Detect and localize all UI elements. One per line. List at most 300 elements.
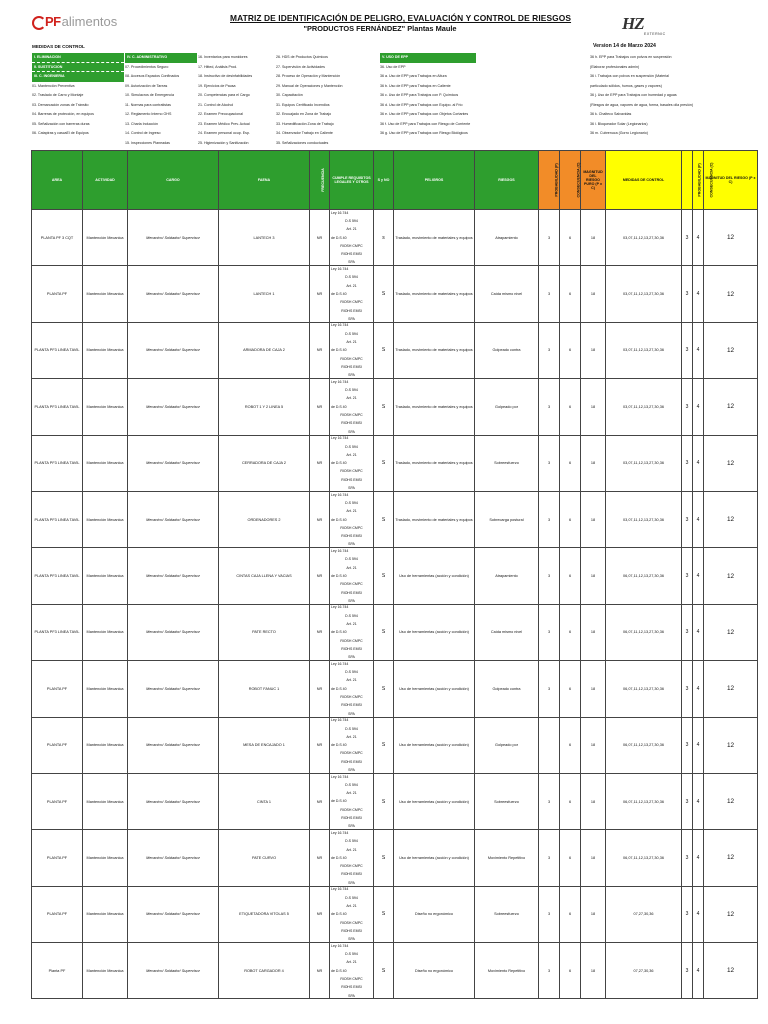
legal-line: Art. 21 bbox=[346, 622, 357, 627]
header-faena: FAENA bbox=[219, 151, 310, 210]
actividad-cell: Mantención Mecanica bbox=[83, 830, 128, 886]
legal-line: SPA bbox=[348, 824, 355, 829]
consecuencia-cell: 6 bbox=[560, 322, 581, 378]
legal-line: RIOHS EMSI bbox=[341, 590, 362, 595]
table-row bbox=[32, 548, 758, 604]
actividad-cell: Mantención Mecanica bbox=[83, 773, 128, 829]
magnitud-puro-cell: 18 bbox=[581, 210, 606, 266]
area-cell: PLANTA PF bbox=[32, 717, 83, 773]
probabilidad-2-cell: 3 bbox=[682, 886, 693, 942]
risk-matrix-table bbox=[31, 150, 758, 999]
probabilidad-2-cell: 3 bbox=[682, 830, 693, 886]
medidas-cell: 07,27,30,36 bbox=[606, 886, 682, 942]
legend-item: 32. Encuajado en Zona de Trabajo bbox=[276, 112, 332, 116]
faena-cell: MESA DE ENCAJADO 1 bbox=[219, 717, 310, 773]
legal-line: SPA bbox=[348, 316, 355, 321]
cargo-cell: Mecanico/ Soldador/ Supervisor bbox=[128, 435, 219, 491]
legend-item: 22. Examen Preocupacional bbox=[198, 112, 243, 116]
legal-line: de D.S 40 bbox=[331, 404, 347, 409]
actividad-cell: Mantención Mecanica bbox=[83, 661, 128, 717]
probabilidad-cell: 3 bbox=[539, 548, 560, 604]
frecuencia-cell: NR bbox=[310, 886, 330, 942]
legal-line: Ley 16.744 bbox=[331, 379, 349, 384]
peligros-cell: Uso de herramientas (acción y condición) bbox=[394, 661, 475, 717]
legal-line: D.S 594 bbox=[345, 613, 358, 618]
table-row bbox=[32, 322, 758, 378]
legal-line: de D.S 40 bbox=[331, 235, 347, 240]
legal-line: Ley 16.744 bbox=[331, 549, 349, 554]
probabilidad-cell: 3 bbox=[539, 379, 560, 435]
legal-line: de D.S 40 bbox=[331, 461, 347, 466]
riesgos-cell: Atrapamiento bbox=[475, 548, 539, 604]
magnitud-puro-cell: 18 bbox=[581, 830, 606, 886]
peligros-cell: Traslado, movimiento de materiales y equipos bbox=[394, 491, 475, 547]
cargo-cell: Mecanico/ Soldador/ Supervisor bbox=[128, 717, 219, 773]
peligros-cell: Uso de herramientas (acción y condición) bbox=[394, 773, 475, 829]
legend-item: 31. Equipos Certificado Incendios bbox=[276, 102, 330, 107]
riesgos-cell: Golpeado contra bbox=[475, 661, 539, 717]
faena-cell: ETIQUETADORA VITOLAS 5 bbox=[219, 886, 310, 942]
cargo-cell: Mecanico/ Soldador/ Supervisor bbox=[128, 266, 219, 322]
legal-line: SPA bbox=[348, 429, 355, 434]
cargo-cell: Mecanico/ Soldador/ Supervisor bbox=[128, 943, 219, 999]
legal-line: SPA bbox=[348, 655, 355, 660]
area-cell: PLANTA PF3 LINEA TAVIL bbox=[32, 322, 83, 378]
legal-line: SPA bbox=[348, 542, 355, 547]
header-consecuencia bbox=[560, 151, 581, 210]
legal-line: RIOSH CMPC bbox=[340, 864, 363, 869]
legal-requirements-stack bbox=[330, 436, 373, 490]
consecuencia-2-cell: 4 bbox=[693, 210, 704, 266]
table-row bbox=[32, 266, 758, 322]
legend-item: 35. Señalizaciones conductuales bbox=[276, 140, 329, 145]
legend-item: 08. Accesos Espacios Confinados bbox=[125, 74, 180, 78]
legend-item: (Riesgos de agua, vapores de agua, forma, basales olla presión) bbox=[590, 102, 694, 107]
legal-cell bbox=[330, 322, 374, 378]
peligros-cell: Traslado, movimiento de materiales y equipos bbox=[394, 210, 475, 266]
actividad-cell: Mantención Mecanica bbox=[83, 604, 128, 660]
medidas-cell: 06,07,11,12,13,27,30,36 bbox=[606, 604, 682, 660]
actividad-cell: Mantención Mecanica bbox=[83, 266, 128, 322]
legend-item: 30. Capacitación bbox=[276, 93, 303, 97]
legend-item: 34. Observador Trabajo en Caliente bbox=[276, 131, 333, 135]
legal-line: Art. 21 bbox=[346, 734, 357, 739]
probabilidad-2-cell: 3 bbox=[682, 548, 693, 604]
table-row bbox=[32, 717, 758, 773]
pf-alimentos-logo bbox=[30, 13, 120, 33]
probabilidad-2-cell: 3 bbox=[682, 717, 693, 773]
consecuencia-2-cell: 4 bbox=[693, 266, 704, 322]
legal-line: RIOSH CMPC bbox=[340, 807, 363, 812]
riesgos-cell: Caída mismo nivel bbox=[475, 266, 539, 322]
legal-line: D.S 594 bbox=[345, 670, 358, 675]
faena-cell: PATE RECTO bbox=[219, 604, 310, 660]
legend-item: 25. Higienización y Sanitización bbox=[198, 140, 249, 145]
header-consecuencia-text: CONSECUENCIA (C) bbox=[576, 162, 581, 198]
consecuencia-2-cell: 4 bbox=[693, 322, 704, 378]
cargo-cell: Mecanico/ Soldador/ Supervisor bbox=[128, 886, 219, 942]
version-label: Version 14 de Marzo 2024 bbox=[593, 43, 656, 49]
table-row bbox=[32, 830, 758, 886]
legal-line: D.S 594 bbox=[345, 726, 358, 731]
cargo-cell: Mecanico/ Soldador/ Supervisor bbox=[128, 604, 219, 660]
consecuencia-cell: 6 bbox=[560, 266, 581, 322]
legend-item: 14. Control de Ingreso bbox=[125, 131, 161, 135]
title-line-2: "PRODUCTOS FERNÁNDEZ" Plantas Maule bbox=[303, 24, 457, 33]
legal-line: Art. 21 bbox=[346, 509, 357, 514]
magnitud-cell: 12 bbox=[704, 435, 758, 491]
magnitud-puro-cell: 18 bbox=[581, 604, 606, 660]
legal-requirements-stack bbox=[330, 323, 373, 377]
legal-cell bbox=[330, 491, 374, 547]
magnitud-cell: 12 bbox=[704, 661, 758, 717]
legal-line: Ley 16.744 bbox=[331, 605, 349, 610]
legal-line: Ley 16.744 bbox=[331, 943, 349, 948]
legend-item: 11. Normas para contratistas bbox=[125, 102, 171, 107]
legal-line: de D.S 40 bbox=[331, 799, 347, 804]
legal-line: RIOSH CMPC bbox=[340, 243, 363, 248]
probabilidad-cell: 3 bbox=[539, 322, 560, 378]
legal-line: RIOSH CMPC bbox=[340, 582, 363, 587]
consecuencia-2-cell: 4 bbox=[693, 491, 704, 547]
medidas-cell: 03,07,11,12,13,27,30,36 bbox=[606, 379, 682, 435]
faena-cell: CINTA 1 bbox=[219, 773, 310, 829]
legal-line: de D.S 40 bbox=[331, 517, 347, 522]
sino-cell: S bbox=[374, 322, 394, 378]
legal-line: RIOHS EMSI bbox=[341, 308, 362, 313]
medidas-label: MEDIDAS DE CONTROL bbox=[32, 44, 85, 49]
sino-cell: S bbox=[374, 661, 394, 717]
faena-cell: LANTECH 3 bbox=[219, 210, 310, 266]
magnitud-cell: 12 bbox=[704, 943, 758, 999]
legend-item: 36 a. Uso de EPP para Trabajos en Altura bbox=[380, 74, 447, 78]
legend-item: 27. Supervisión de Actividades bbox=[276, 64, 325, 69]
legend-item: II. SUSTITUCION bbox=[32, 63, 124, 73]
frecuencia-cell: NR bbox=[310, 717, 330, 773]
table-row bbox=[32, 604, 758, 660]
legal-requirements-stack bbox=[330, 718, 373, 772]
consecuencia-cell: 6 bbox=[560, 604, 581, 660]
legal-line: RIOHS EMSI bbox=[341, 364, 362, 369]
peligros-cell: Uso de herramientas (acción y condición) bbox=[394, 717, 475, 773]
swoosh-logo-icon bbox=[32, 16, 46, 30]
cargo-cell: Mecanico/ Soldador/ Supervisor bbox=[128, 548, 219, 604]
consecuencia-2-cell: 4 bbox=[693, 886, 704, 942]
header-probabilidad-2-text: PROBABILIDAD (P) bbox=[697, 163, 702, 197]
legend-item: 13. Charla Inducción bbox=[125, 121, 158, 126]
legal-line: RIOSH CMPC bbox=[340, 525, 363, 530]
legend-item: 36 k. Chalteco Salvavidas bbox=[590, 112, 632, 116]
magnitud-puro-cell: 18 bbox=[581, 491, 606, 547]
probabilidad-cell: 3 bbox=[539, 210, 560, 266]
document-title bbox=[230, 13, 572, 33]
legend-item: 19. Ejercicios de Pausa bbox=[198, 83, 236, 88]
frecuencia-cell: NR bbox=[310, 210, 330, 266]
area-cell: PLANTA PF bbox=[32, 661, 83, 717]
legal-requirements-stack bbox=[330, 944, 373, 998]
legal-line: SPA bbox=[348, 767, 355, 772]
sino-cell: S bbox=[374, 604, 394, 660]
actividad-cell: Mantención Mecanica bbox=[83, 548, 128, 604]
cargo-cell: Mecanico/ Soldador/ Supervisor bbox=[128, 661, 219, 717]
area-cell: PLANTA PF3 LINEA TAVIL bbox=[32, 548, 83, 604]
peligros-cell: Uso de herramientas (acción y condición) bbox=[394, 604, 475, 660]
sino-cell: S bbox=[374, 266, 394, 322]
header-probabilidad-text: PROBABILIDAD (P) bbox=[554, 163, 559, 197]
legal-line: de D.S 40 bbox=[331, 348, 347, 353]
magnitud-cell: 12 bbox=[704, 322, 758, 378]
magnitud-cell: 12 bbox=[704, 379, 758, 435]
probabilidad-cell: 3 bbox=[539, 661, 560, 717]
peligros-cell: Uso de herramientas (acción y condición) bbox=[394, 830, 475, 886]
legal-line: Art. 21 bbox=[346, 565, 357, 570]
legal-line: RIOHS EMSI bbox=[341, 534, 362, 539]
magnitud-puro-cell: 18 bbox=[581, 661, 606, 717]
legal-line: RIOHS EMSI bbox=[341, 703, 362, 708]
magnitud-puro-cell: 18 bbox=[581, 322, 606, 378]
faena-cell: LANTECH 1 bbox=[219, 266, 310, 322]
header-probabilidad bbox=[539, 151, 560, 210]
frecuencia-cell: NR bbox=[310, 379, 330, 435]
legal-cell bbox=[330, 943, 374, 999]
riesgos-cell: Atrapamiento bbox=[475, 210, 539, 266]
legend-column-4 bbox=[276, 53, 362, 148]
legal-line: SPA bbox=[348, 993, 355, 998]
medidas-cell: 06,07,11,12,13,27,30,36 bbox=[606, 830, 682, 886]
legal-line: Ley 16.744 bbox=[331, 323, 349, 328]
legal-line: SPA bbox=[348, 486, 355, 491]
probabilidad-2-cell: 3 bbox=[682, 379, 693, 435]
magnitud-cell: 12 bbox=[704, 266, 758, 322]
legal-line: D.S 594 bbox=[345, 782, 358, 787]
actividad-cell: Mantención Mecanica bbox=[83, 886, 128, 942]
magnitud-puro-cell: 18 bbox=[581, 943, 606, 999]
table-header-row bbox=[32, 151, 758, 210]
legend-item: 21. Control de Alcohol bbox=[198, 102, 234, 107]
legal-line: Ley 16.744 bbox=[331, 661, 349, 666]
frecuencia-cell: NR bbox=[310, 322, 330, 378]
title-line-1: MATRIZ DE IDENTIFICACIÓN DE PELIGRO, EVALUACIÓN Y CONTROL DE RIESGOS bbox=[230, 13, 572, 23]
area-cell: Planta PF bbox=[32, 943, 83, 999]
legal-line: RIOSH CMPC bbox=[340, 638, 363, 643]
legal-line: de D.S 40 bbox=[331, 855, 347, 860]
legal-line: D.S 594 bbox=[345, 895, 358, 900]
actividad-cell: Mantención Mecanica bbox=[83, 435, 128, 491]
legal-line: SPA bbox=[348, 373, 355, 378]
probabilidad-cell: 3 bbox=[539, 604, 560, 660]
legend-item: 12. Reglamento Interno OHS bbox=[125, 112, 172, 116]
riesgos-cell: Movimiento Repetitivo bbox=[475, 943, 539, 999]
sino-cell: S bbox=[374, 886, 394, 942]
legal-line: RIOSH CMPC bbox=[340, 469, 363, 474]
legend-item: 36 m. Cubrenuca (Gorro Legionario) bbox=[590, 131, 648, 135]
legal-line: RIOHS EMSI bbox=[341, 477, 362, 482]
legal-line: RIOHS EMSI bbox=[341, 759, 362, 764]
legal-line: D.S 594 bbox=[345, 331, 358, 336]
peligros-cell: Diseño no ergonómico bbox=[394, 943, 475, 999]
legal-requirements-stack bbox=[330, 887, 373, 941]
legend-item: 24. Examen personal ocup. Esp. bbox=[198, 131, 250, 135]
sino-cell: S bbox=[374, 830, 394, 886]
area-cell: PLANTA PF bbox=[32, 830, 83, 886]
header-sino: S y NO bbox=[374, 151, 394, 210]
legend-item: 36 g. Uso de EPP para Trabajos con Riesgo Biológicos bbox=[380, 131, 468, 135]
header-magnitud-puro: MAGNITUD DEL RIESGO PURO (P x C) bbox=[581, 151, 606, 210]
header-probabilidad-2 bbox=[682, 151, 702, 210]
peligros-cell: Traslado, movimiento de materiales y equipos bbox=[394, 379, 475, 435]
legal-requirements-stack bbox=[330, 380, 373, 434]
legend-item: 03. Demarcación zonas de Tránsito bbox=[32, 102, 89, 107]
legend-item: 36 i. Trabajos con polvos en suspensión (Material bbox=[590, 74, 669, 78]
legend-column-3 bbox=[198, 53, 274, 148]
table-row bbox=[32, 661, 758, 717]
legal-requirements-stack bbox=[330, 831, 373, 885]
header-medidas: MEDIDAS DE CONTROL bbox=[606, 151, 682, 210]
faena-cell: ROBOT CARGADOR 4 bbox=[219, 943, 310, 999]
magnitud-cell: 12 bbox=[704, 886, 758, 942]
legend-item: 26. HDS de Productos Químicos bbox=[276, 55, 328, 59]
legend-item: 36 l. Bloqueador Solar (Legionarios) bbox=[590, 121, 648, 126]
legal-line: D.S 594 bbox=[345, 388, 358, 393]
legal-line: RIOHS EMSI bbox=[341, 646, 362, 651]
legend-item: 04. Barreras de protección, en equipos bbox=[32, 112, 94, 116]
legal-line: D.S 594 bbox=[345, 952, 358, 957]
legend-column-5 bbox=[380, 53, 476, 139]
legal-line: Art. 21 bbox=[346, 903, 357, 908]
actividad-cell: Mantención Mecanica bbox=[83, 210, 128, 266]
consecuencia-cell: 6 bbox=[560, 830, 581, 886]
legal-line: RIOSH CMPC bbox=[340, 751, 363, 756]
legal-line: Art. 21 bbox=[346, 452, 357, 457]
peligros-cell: Uso de herramientas (acción y condición) bbox=[394, 548, 475, 604]
legal-line: de D.S 40 bbox=[331, 912, 347, 917]
consecuencia-cell: 6 bbox=[560, 661, 581, 717]
sino-cell: S bbox=[374, 379, 394, 435]
legend-item: IV. C. ADMINISTRATIVO bbox=[125, 53, 197, 63]
legal-line: de D.S 40 bbox=[331, 968, 347, 973]
magnitud-puro-cell: 18 bbox=[581, 266, 606, 322]
frecuencia-cell: NR bbox=[310, 435, 330, 491]
probabilidad-cell: 3 bbox=[539, 830, 560, 886]
legal-line: de D.S 40 bbox=[331, 291, 347, 296]
legend-item: 18. Instructivo de desinfabilidades bbox=[198, 74, 253, 78]
faena-cell: ROBOT FANUC 1 bbox=[219, 661, 310, 717]
sino-cell: S bbox=[374, 435, 394, 491]
riesgos-cell: Caída mismo nivel bbox=[475, 604, 539, 660]
legend-item: 09. Autorización de Tareas bbox=[125, 83, 168, 88]
probabilidad-cell: 3 bbox=[539, 886, 560, 942]
consecuencia-2-cell: 4 bbox=[693, 604, 704, 660]
peligros-cell: Diseño no ergonómico bbox=[394, 886, 475, 942]
header-peligros: PELIGROS bbox=[394, 151, 475, 210]
legend-item: 33. Humedificación Zona de Trabajo bbox=[276, 121, 334, 126]
actividad-cell: Mantención Mecanica bbox=[83, 491, 128, 547]
probabilidad-2-cell: 3 bbox=[682, 322, 693, 378]
frecuencia-cell: NR bbox=[310, 773, 330, 829]
legend-item: 36 j. Uso de EPP para Trabajos con humedad y aguas bbox=[590, 93, 677, 97]
cargo-cell: Mecanico/ Soldador/ Supervisor bbox=[128, 491, 219, 547]
header-cargo: CARGO bbox=[128, 151, 219, 210]
legend-item: 17. Hitted, Análisis Prod. bbox=[198, 64, 238, 69]
table-body bbox=[32, 210, 758, 999]
legal-cell bbox=[330, 379, 374, 435]
consecuencia-cell: 6 bbox=[560, 210, 581, 266]
consecuencia-cell: 6 bbox=[560, 435, 581, 491]
legal-cell bbox=[330, 210, 374, 266]
legal-requirements-stack bbox=[330, 549, 373, 603]
magnitud-cell: 12 bbox=[704, 717, 758, 773]
medidas-cell: 03,07,11,12,13,27,30,36 bbox=[606, 266, 682, 322]
legend-item: 29. Manual de Operaciones y Mantención bbox=[276, 83, 343, 88]
legal-line: Ley 16.744 bbox=[331, 436, 349, 441]
legal-line: RIOHS EMSI bbox=[341, 985, 362, 990]
legal-line: D.S 594 bbox=[345, 557, 358, 562]
legal-line: D.S 594 bbox=[345, 500, 358, 505]
consecuencia-2-cell: 4 bbox=[693, 830, 704, 886]
legal-line: SPA bbox=[348, 260, 355, 265]
probabilidad-cell: 3 bbox=[539, 266, 560, 322]
legal-line: D.S 594 bbox=[345, 218, 358, 223]
magnitud-cell: 12 bbox=[704, 548, 758, 604]
legal-line: RIOSH CMPC bbox=[340, 976, 363, 981]
probabilidad-2-cell: 3 bbox=[682, 604, 693, 660]
magnitud-puro-cell: 18 bbox=[581, 717, 606, 773]
legal-requirements-stack bbox=[330, 211, 373, 265]
frecuencia-cell: NR bbox=[310, 548, 330, 604]
hz-logo bbox=[622, 14, 692, 38]
header-magnitud: MAGNITUD DEL RIESGO (P x C) bbox=[704, 151, 758, 210]
probabilidad-2-cell: 3 bbox=[682, 943, 693, 999]
magnitud-puro-cell: 18 bbox=[581, 548, 606, 604]
faena-cell: CINTAS CAJA LLENA Y VACIAS bbox=[219, 548, 310, 604]
consecuencia-2-cell: 4 bbox=[693, 661, 704, 717]
legend-item: 05. Señalización con barreras duras bbox=[32, 121, 90, 126]
legal-cell bbox=[330, 548, 374, 604]
probabilidad-cell: 3 bbox=[539, 435, 560, 491]
frecuencia-cell: NR bbox=[310, 661, 330, 717]
legal-cell bbox=[330, 604, 374, 660]
riesgos-cell: Golpeado por bbox=[475, 379, 539, 435]
legend-item: 16. Inventarios para munidores bbox=[198, 55, 248, 59]
consecuencia-2-cell: 4 bbox=[693, 435, 704, 491]
legal-line: RIOHS EMSI bbox=[341, 816, 362, 821]
magnitud-cell: 12 bbox=[704, 210, 758, 266]
legal-line: SPA bbox=[348, 598, 355, 603]
probabilidad-cell: 3 bbox=[539, 491, 560, 547]
legend-column-6 bbox=[590, 53, 740, 139]
consecuencia-2-cell: 4 bbox=[693, 717, 704, 773]
riesgos-cell: Movimiento Repetitivo bbox=[475, 830, 539, 886]
legal-line: Art. 21 bbox=[346, 791, 357, 796]
area-cell: PLANTA PF3 LINEA TAVIL bbox=[32, 435, 83, 491]
medidas-cell: 06,07,11,12,13,27,30,36 bbox=[606, 548, 682, 604]
medidas-cell: 03,07,11,12,13,27,30,36 bbox=[606, 435, 682, 491]
sino-cell: S bbox=[374, 717, 394, 773]
faena-cell: ROBOT 1 Y 2 LINEA 5 bbox=[219, 379, 310, 435]
legal-requirements-stack bbox=[330, 662, 373, 716]
table-row bbox=[32, 435, 758, 491]
area-cell: PLANTA PF bbox=[32, 773, 83, 829]
actividad-cell: Mantención Mecanica bbox=[83, 379, 128, 435]
consecuencia-cell: 6 bbox=[560, 886, 581, 942]
area-cell: PLANTA PF bbox=[32, 266, 83, 322]
peligros-cell: Traslado, movimiento de materiales y equipos bbox=[394, 435, 475, 491]
legend-item: 01. Mantención Preventiva bbox=[32, 83, 75, 88]
legal-cell bbox=[330, 435, 374, 491]
magnitud-puro-cell: 18 bbox=[581, 435, 606, 491]
magnitud-puro-cell: 18 bbox=[581, 379, 606, 435]
frecuencia-cell: NR bbox=[310, 943, 330, 999]
